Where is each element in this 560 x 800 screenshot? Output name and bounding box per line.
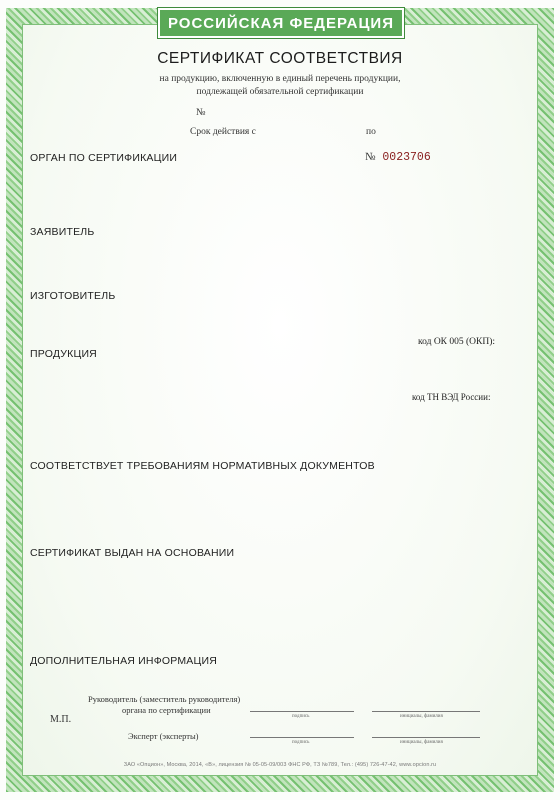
serial-number-value: 0023706 xyxy=(382,151,431,164)
head-signature-caption: подпись xyxy=(292,714,310,719)
validity-to-label: по xyxy=(366,127,376,137)
country-banner-text: РОССИЙСКАЯ ФЕДЕРАЦИЯ xyxy=(167,14,394,32)
cert-body-label: ОРГАН ПО СЕРТИФИКАЦИИ xyxy=(30,152,178,164)
stamp-label: М.П. xyxy=(50,714,72,725)
certificate-number-sign: № xyxy=(196,107,206,118)
validity-from-label: Срок действия с xyxy=(190,127,256,137)
tnved-code-label: код ТН ВЭД России: xyxy=(412,392,491,402)
expert-initials-line xyxy=(372,737,480,738)
expert-initials-caption: инициалы, фамилия xyxy=(400,740,443,745)
subtitle-line-1: на продукцию, включенную в единый перечень продукции, xyxy=(159,74,401,84)
expert-signature-caption: подпись xyxy=(292,740,310,745)
expert-signature-line xyxy=(250,737,354,738)
head-initials-caption: инициалы, фамилия xyxy=(400,714,443,719)
serial-number-sign: № xyxy=(365,151,376,163)
head-initials-line xyxy=(372,711,480,712)
country-banner xyxy=(158,8,404,38)
head-signature-line xyxy=(250,711,354,712)
additional-info-label: ДОПОЛНИТЕЛЬНАЯ ИНФОРМАЦИЯ xyxy=(30,655,217,667)
issued-basis-label: СЕРТИФИКАТ ВЫДАН НА ОСНОВАНИИ xyxy=(30,547,235,559)
printer-footer: ЗАО «Опцион», Москва, 2014, «В», лицензия № 05-05-09/003 ФНС РФ, ТЗ №789, Тел.: (495) 726-47-42, www.opcion.ru xyxy=(123,762,437,768)
okp-code-label: код ОК 005 (ОКП): xyxy=(418,337,496,347)
expert-label: Эксперт (эксперты) xyxy=(128,731,199,741)
applicant-label: ЗАЯВИТЕЛЬ xyxy=(30,226,95,238)
product-label: ПРОДУКЦИЯ xyxy=(30,348,97,360)
head-signatory-label-1: Руководитель (заместитель руководителя) xyxy=(88,694,241,704)
certificate-title: СЕРТИФИКАТ СООТВЕТСТВИЯ xyxy=(157,50,403,67)
manufacturer-label: ИЗГОТОВИТЕЛЬ xyxy=(30,290,116,302)
subtitle-line-2: подлежащей обязательной сертификации xyxy=(196,87,364,97)
serial-number xyxy=(365,151,431,164)
complies-label: СООТВЕТСТВУЕТ ТРЕБОВАНИЯМ НОРМАТИВНЫХ ДОКУМЕНТОВ xyxy=(30,460,375,472)
head-signatory-label-2: органа по сертификации xyxy=(122,705,211,715)
